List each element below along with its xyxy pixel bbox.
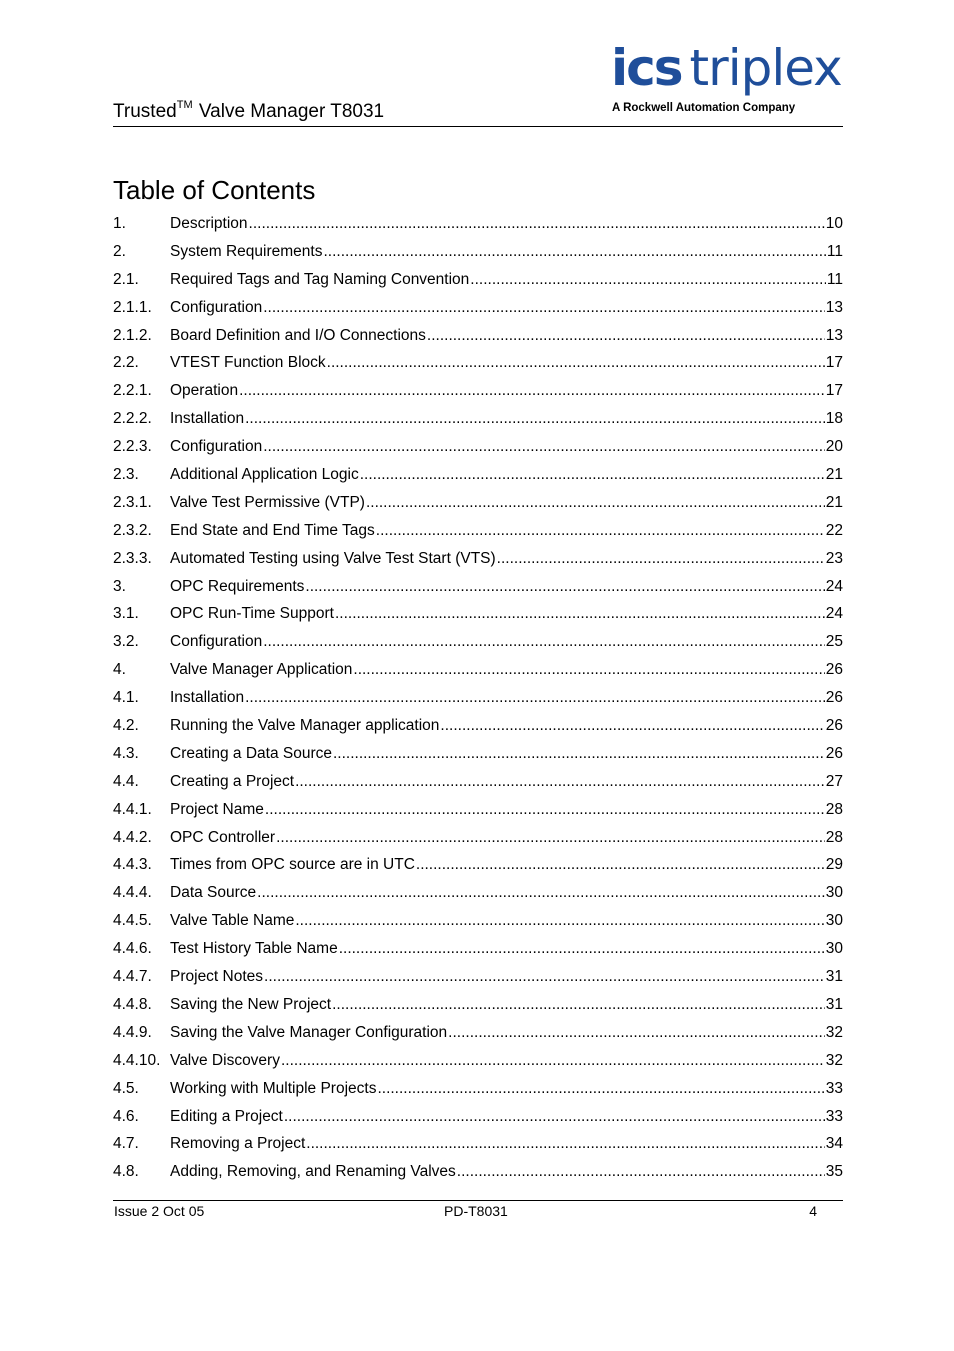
toc-entry-number: 3.1.	[113, 605, 139, 623]
toc-entry-page[interactable]: 32	[825, 1023, 843, 1041]
toc-entry-number: 4.4.3.	[113, 856, 152, 874]
toc-entry[interactable]	[113, 740, 843, 768]
toc-entry-title[interactable]: Description	[170, 215, 248, 232]
toc-entry-page[interactable]: 29	[825, 856, 843, 874]
toc-entry-title[interactable]: Board Definition and I/O Connections	[170, 326, 426, 344]
toc-entry-title[interactable]: Creating a Data Source	[170, 744, 332, 762]
toc-entry-title[interactable]: Editing a Project	[170, 1107, 283, 1125]
toc-dot-leader	[295, 907, 824, 935]
toc-entry[interactable]	[113, 322, 843, 350]
toc-dot-leader	[327, 349, 825, 377]
toc-dot-leader	[305, 573, 824, 601]
toc-entry-title[interactable]: OPC Controller	[170, 828, 276, 846]
toc-entry-page[interactable]: 33	[825, 1079, 843, 1097]
toc-entry[interactable]	[113, 377, 843, 405]
footer-divider	[113, 1200, 843, 1201]
toc-entry-title[interactable]: Times from OPC source are in UTC	[170, 856, 415, 874]
toc-dot-leader	[416, 851, 825, 879]
toc-entry-title[interactable]: VTEST Function Block	[170, 354, 326, 372]
toc-dot-leader	[306, 1130, 824, 1158]
toc-entry-page[interactable]: 20	[825, 438, 843, 456]
toc-entry[interactable]	[113, 768, 843, 796]
toc-entry[interactable]	[113, 545, 843, 573]
toc-entry-title[interactable]: OPC Run-Time Support	[170, 605, 334, 623]
toc-entry-page[interactable]: 32	[825, 1051, 843, 1069]
toc-entry-page[interactable]: 26	[825, 744, 843, 762]
toc-dot-leader	[333, 740, 825, 768]
toc-entry-number: 3.	[113, 577, 126, 595]
toc-entry[interactable]	[113, 210, 843, 238]
toc-dot-leader	[265, 796, 825, 824]
toc-dot-leader	[335, 600, 825, 628]
toc-entry-page[interactable]: 22	[825, 521, 843, 539]
toc-entry-page[interactable]: 28	[825, 800, 843, 818]
toc-entry-number: 2.3.1.	[113, 493, 152, 511]
toc-dot-leader	[497, 545, 825, 573]
toc-entry[interactable]	[113, 712, 843, 740]
toc-entry-title[interactable]: Data Source	[170, 884, 257, 902]
toc-entry-number: 2.3.2.	[113, 521, 152, 539]
toc-entry-page[interactable]: 33	[825, 1107, 843, 1125]
toc-entry[interactable]	[113, 517, 843, 545]
toc-dot-leader	[239, 377, 825, 405]
logo-ics: ics	[611, 39, 682, 97]
toc-dot-leader	[360, 461, 825, 489]
toc-entry-number: 4.6.	[113, 1107, 139, 1125]
toc-entry-title[interactable]: Creating a Project	[170, 772, 295, 790]
footer-page-number: 4	[809, 1203, 817, 1219]
toc-dot-leader	[249, 210, 825, 238]
toc-entry-page[interactable]: 34	[825, 1135, 843, 1153]
toc-dot-leader	[470, 266, 826, 294]
title-trusted: Trusted	[113, 101, 177, 122]
toc-entry-page[interactable]: 35	[825, 1163, 843, 1181]
toc-entry[interactable]	[113, 573, 843, 601]
toc-entry-title[interactable]: Working with Multiple Projects	[170, 1079, 377, 1097]
toc-dot-leader	[263, 294, 825, 322]
toc-entry-title[interactable]: Configuration	[170, 438, 263, 456]
toc-entry-title[interactable]: Required Tags and Tag Naming Convention	[170, 270, 470, 288]
header-divider	[113, 126, 843, 127]
toc-dot-leader	[332, 991, 825, 1019]
toc-entry[interactable]	[113, 1019, 843, 1047]
toc-entry-number: 4.4.9.	[113, 1023, 152, 1041]
toc-entry-number: 4.4.10.	[113, 1051, 161, 1069]
toc-entry[interactable]	[113, 796, 843, 824]
toc-entry[interactable]	[113, 684, 843, 712]
toc-entry[interactable]	[113, 656, 843, 684]
toc-entry-number: 4.4.	[113, 772, 139, 790]
toc-entry-page[interactable]: 28	[825, 828, 843, 846]
toc-dot-leader	[276, 824, 825, 852]
toc-entry-number: 2.	[113, 242, 126, 260]
toc-entry-title[interactable]: Saving the Valve Manager Configuration	[170, 1023, 448, 1041]
toc-entry-number: 2.3.	[113, 466, 139, 484]
toc-entry-page[interactable]: 26	[825, 689, 843, 707]
footer-issue: Issue 2 Oct 05	[114, 1203, 205, 1219]
toc-entry[interactable]	[113, 935, 843, 963]
toc-entry[interactable]	[113, 1047, 843, 1075]
toc-entry[interactable]	[113, 266, 843, 294]
toc-entry[interactable]	[113, 600, 843, 628]
toc-entry-number: 4.4.6.	[113, 940, 152, 958]
toc-dot-leader	[263, 433, 825, 461]
toc-entry-title[interactable]: Removing a Project	[170, 1135, 306, 1153]
toc-dot-leader	[448, 1019, 825, 1047]
footer-doc-id: PD-T8031	[444, 1203, 508, 1219]
toc-entry[interactable]	[113, 349, 843, 377]
toc-entry-number: 4.8.	[113, 1163, 139, 1181]
toc-entry-page[interactable]: 30	[825, 940, 843, 958]
logo-tagline: A Rockwell Automation Company	[612, 102, 796, 114]
toc-entry-title[interactable]: Running the Valve Manager application	[170, 717, 440, 735]
toc-entry-number: 2.2.2.	[113, 410, 152, 428]
toc-entry[interactable]	[113, 433, 843, 461]
logo-triplex: triplex	[689, 39, 842, 97]
toc-entry[interactable]	[113, 238, 843, 266]
toc-dot-leader	[295, 768, 825, 796]
toc-dot-leader	[440, 712, 824, 740]
toc-entry-page[interactable]: 11	[826, 242, 843, 260]
toc-entry-title[interactable]: Valve Table Name	[170, 912, 295, 930]
toc-entry-page[interactable]: 10	[825, 215, 843, 232]
toc-entry-number: 2.1.	[113, 270, 139, 288]
toc-entry[interactable]	[113, 1103, 843, 1131]
toc-entry-page[interactable]: 30	[825, 884, 843, 902]
toc-entry[interactable]	[113, 824, 843, 852]
toc-entry[interactable]	[113, 1130, 843, 1158]
toc-entry-number: 4.4.5.	[113, 912, 152, 930]
toc-entry-number: 2.2.1.	[113, 382, 152, 400]
toc-entry-title[interactable]: Automated Testing using Valve Test Start (VTS)	[170, 549, 496, 567]
toc-entry-page[interactable]: 11	[826, 270, 843, 288]
toc-entry-page[interactable]: 24	[825, 577, 843, 595]
toc-entry-title[interactable]: Installation	[170, 689, 245, 707]
toc-dot-leader	[245, 684, 825, 712]
toc-dot-leader	[339, 935, 825, 963]
toc-entry-number: 4.3.	[113, 744, 139, 762]
toc-entry-title[interactable]: System Requirements	[170, 242, 323, 260]
toc-entry-number: 3.2.	[113, 633, 139, 651]
toc-entry-page[interactable]: 27	[825, 772, 843, 790]
toc-entry[interactable]	[113, 879, 843, 907]
toc-entry-number: 2.1.1.	[113, 298, 152, 316]
toc-entry-title[interactable]: OPC Requirements	[170, 577, 305, 595]
toc-dot-leader	[281, 1047, 825, 1075]
ics-triplex-logo	[611, 40, 843, 120]
toc-entry-page[interactable]: 31	[825, 995, 843, 1013]
toc-entry-title[interactable]: Test History Table Name	[170, 940, 338, 958]
toc-entry-title[interactable]: Operation	[170, 382, 239, 400]
toc-entry-page[interactable]: 13	[825, 298, 843, 316]
toc-entry-number: 4.7.	[113, 1135, 139, 1153]
toc-entry-number: 4.	[113, 661, 126, 679]
toc-entry[interactable]	[113, 405, 843, 433]
toc-dot-leader	[353, 656, 824, 684]
toc-entry-title[interactable]: Installation	[170, 410, 245, 428]
toc-entry-number: 1.	[113, 215, 126, 232]
toc-entry[interactable]	[113, 991, 843, 1019]
toc-entry-page[interactable]: 31	[825, 968, 843, 986]
toc-entry-title[interactable]: Configuration	[170, 298, 263, 316]
toc-dot-leader	[284, 1103, 825, 1131]
toc-entry-title[interactable]: End State and End Time Tags	[170, 521, 375, 539]
toc-entry-number: 4.4.4.	[113, 884, 152, 902]
toc-entry-title[interactable]: Valve Manager Application	[170, 661, 353, 679]
toc-entry[interactable]	[113, 294, 843, 322]
toc-dot-leader	[323, 238, 825, 266]
toc-entry[interactable]	[113, 963, 843, 991]
toc-entry-page[interactable]: 13	[825, 326, 843, 344]
toc-entry-title[interactable]: Additional Application Logic	[170, 466, 359, 484]
toc-entry-page[interactable]: 30	[825, 912, 843, 930]
trademark-superscript: TM	[176, 99, 193, 111]
toc-dot-leader	[376, 517, 825, 545]
toc-entry-number: 4.4.2.	[113, 828, 152, 846]
toc-entry-title[interactable]: Project Notes	[170, 968, 264, 986]
toc-entry-number: 4.1.	[113, 689, 139, 707]
toc-entry-number: 4.4.7.	[113, 968, 152, 986]
document-title	[113, 100, 384, 126]
toc-dot-leader	[245, 405, 825, 433]
toc-entry-number: 4.5.	[113, 1079, 139, 1097]
toc-dot-leader	[457, 1158, 825, 1186]
toc-entry-page[interactable]: 26	[825, 661, 843, 679]
toc-entry-title[interactable]: Project Name	[170, 800, 264, 818]
toc-entry-number: 4.4.8.	[113, 995, 152, 1013]
toc-entry-number: 2.2.	[113, 354, 139, 372]
toc-entry[interactable]	[113, 461, 843, 489]
toc-entry-number: 2.1.2.	[113, 326, 152, 344]
toc-entry-title[interactable]: Valve Test Permissive (VTP)	[170, 493, 365, 511]
toc-dot-leader	[377, 1075, 824, 1103]
toc-entry-number: 2.2.3.	[113, 438, 152, 456]
toc-dot-leader	[366, 489, 825, 517]
toc-entry-page[interactable]: 18	[825, 410, 843, 428]
toc-entry-page[interactable]: 17	[825, 354, 843, 372]
toc-entry-title[interactable]: Valve Discovery	[170, 1051, 280, 1069]
toc-entry-number: 4.4.1.	[113, 800, 152, 818]
toc-entry[interactable]	[113, 1075, 843, 1103]
toc-entry-page[interactable]: 21	[825, 466, 843, 484]
table-of-contents	[113, 210, 843, 1186]
toc-entry[interactable]	[113, 907, 843, 935]
title-product: Valve Manager T8031	[193, 101, 385, 122]
toc-entry-page[interactable]: 25	[825, 633, 843, 651]
toc-entry-title[interactable]: Configuration	[170, 633, 263, 651]
toc-entry[interactable]	[113, 851, 843, 879]
toc-entry-page[interactable]: 17	[825, 382, 843, 400]
toc-entry-number: 4.2.	[113, 717, 139, 735]
toc-dot-leader	[257, 879, 825, 907]
toc-entry-page[interactable]: 24	[825, 605, 843, 623]
toc-dot-leader	[263, 628, 825, 656]
toc-entry[interactable]	[113, 628, 843, 656]
toc-dot-leader	[264, 963, 825, 991]
toc-entry-title[interactable]: Saving the New Project	[170, 995, 332, 1013]
toc-entry-number: 2.3.3.	[113, 549, 152, 567]
toc-entry[interactable]	[113, 489, 843, 517]
toc-heading: Table of Contents	[113, 175, 316, 205]
toc-dot-leader	[427, 322, 825, 350]
toc-entry-page[interactable]: 23	[825, 549, 843, 567]
toc-entry-page[interactable]: 26	[825, 717, 843, 735]
toc-entry[interactable]	[113, 1158, 843, 1186]
toc-entry-title[interactable]: Adding, Removing, and Renaming Valves	[170, 1163, 456, 1181]
toc-entry-page[interactable]: 21	[825, 493, 843, 511]
logo-wordmark	[611, 40, 842, 96]
